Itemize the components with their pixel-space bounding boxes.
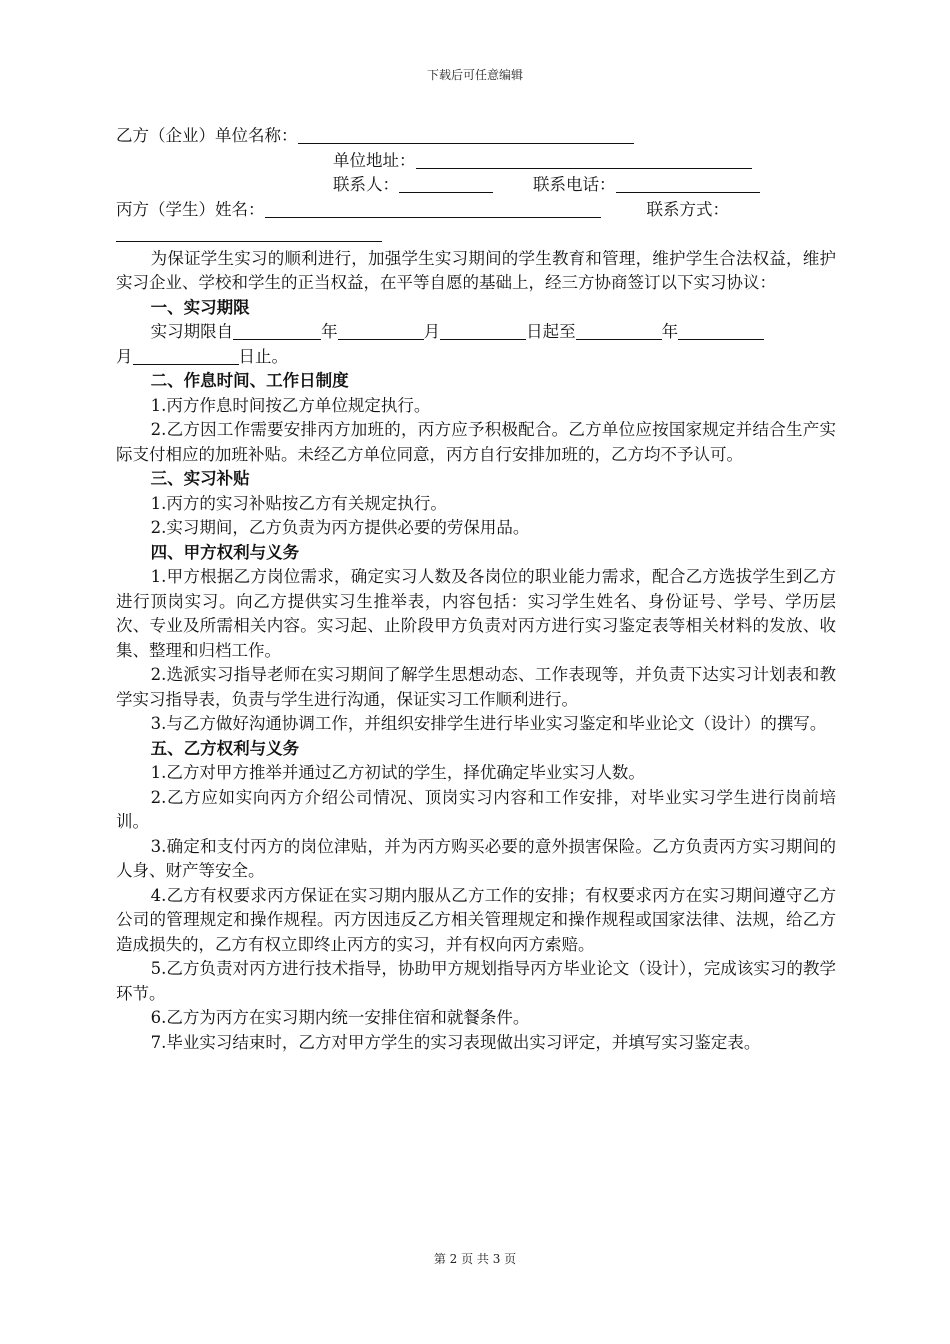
section-5-item: 5.乙方负责对丙方进行技术指导，协助甲方规划指导丙方毕业论文（设计），完成该实习的教学环节。 [116,959,836,1003]
start-day-text: 日起至 [526,322,576,341]
term-line-2 [116,345,836,370]
page-footer: 第 2 页 共 3 页 [433,1252,517,1266]
document-body [116,124,836,1055]
section-3-item: 2.实习期间，乙方负责为丙方提供必要的劳保用品。 [150,518,530,537]
end-year-blank[interactable] [576,321,662,340]
party-b-name-line [116,124,836,149]
phone-label: 联系电话： [533,175,616,194]
section-2-item: 2.乙方因工作需要安排丙方加班的，丙方应予积极配合。乙方单位应按国家规定并结合生产实际支付相应的加班补贴。未经乙方单位同意，丙方自行安排加班的，乙方均不予认可。 [116,420,836,464]
section-5-item: 2.乙方应如实向丙方介绍公司情况、顶岗实习内容和工作安排，对毕业实习学生进行岗前培训。 [116,787,836,831]
contact-method-line [116,222,836,247]
intro-paragraph: 为保证学生实习的顺利进行，加强学生实习期间的学生教育和管理，维护学生合法权益，维护实习企业、学校和学生的正当权益，在平等自愿的基础上，经三方协商签订以下实习协议： [116,248,836,292]
section-1-title: 一、实习期限 [150,297,250,317]
section-2-title: 二、作息时间、工作日制度 [150,371,349,390]
section-4-title: 四、甲方权利与义务 [150,542,300,562]
section-5-title: 五、乙方权利与义务 [150,738,300,758]
party-b-name-blank[interactable] [298,125,634,144]
section-5-item: 3.确定和支付丙方的岗位津贴，并为丙方购买必要的意外损害保险。乙方负责丙方实习期间的人身、财产等安全。 [116,836,836,880]
section-4-item: 3.与乙方做好沟通协调工作，并组织安排学生进行毕业实习鉴定和毕业论文（设计）的撰写。 [150,714,827,733]
address-line [116,149,836,174]
phone-blank[interactable] [616,174,760,193]
end-month-text: 月 [116,346,133,366]
section-5-item: 1.乙方对甲方推举并通过乙方初试的学生，择优确定毕业实习人数。 [150,763,645,782]
end-month-blank[interactable] [678,321,764,340]
term-line-1 [116,320,836,345]
end-day-text: 日止。 [238,346,288,366]
start-day-blank[interactable] [440,321,526,340]
section-5-item: 6.乙方为丙方在实习期内统一安排住宿和就餐条件。 [150,1008,530,1027]
section-3-title: 三、实习补贴 [150,469,250,488]
party-b-name-label: 乙方（企业）单位名称： [116,126,298,145]
section-2-item: 1.丙方作息时间按乙方单位规定执行。 [150,395,431,415]
section-3-item: 1.丙方的实习补贴按乙方有关规定执行。 [150,493,447,513]
address-blank[interactable] [416,150,752,169]
contact-method-label: 联系方式： [646,199,729,219]
start-year-text: 年 [321,322,338,341]
contact-line [116,173,836,198]
end-year-text: 年 [661,322,679,341]
term-from-text: 实习期限自 [150,322,234,341]
start-month-blank[interactable] [338,321,424,340]
section-4-item: 2.选派实习指导老师在实习期间了解学生思想动态、工作表现等，并负责下达实习计划表和教学实习指导表，负责与学生进行沟通，保证实习工作顺利进行。 [116,665,836,709]
contact-label: 联系人： [333,175,399,194]
address-label: 单位地址： [333,150,416,170]
contact-method-blank[interactable] [116,226,382,242]
section-5-item: 7.毕业实习结束时，乙方对甲方学生的实习表现做出实习评定，并填写实习鉴定表。 [150,1032,761,1052]
party-c-name-line [116,198,836,223]
end-day-blank[interactable] [133,346,239,365]
page-header: 下载后可任意编辑 [426,68,523,82]
section-4-item: 1.甲方根据乙方岗位需求，确定实习人数及各岗位的职业能力需求，配合乙方选拔学生到乙方进行顶岗实习。向乙方提供实习生推举表，内容包括：实习学生姓名、身份证号、学号、学历层次、专业及所需相关内容。实习起、止阶段甲方负责对丙方进行实习鉴定表等相关材料的发放、收集、整理和归档工作。 [116,567,836,660]
start-year-blank[interactable] [233,321,321,340]
contact-blank[interactable] [399,174,493,193]
section-5-item: 4.乙方有权要求丙方保证在实习期内服从乙方工作的安排；有权要求丙方在实习期间遵守乙方公司的管理规定和操作规程。丙方因违反乙方相关管理规定和操作规程或国家法律、法规，给乙方造成损失的，乙方有权立即终止丙方的实习，并有权向丙方索赔。 [116,885,836,954]
party-c-name-label: 丙方（学生）姓名： [116,199,265,219]
party-c-name-blank[interactable] [265,199,601,218]
start-month-text: 月 [423,322,441,341]
